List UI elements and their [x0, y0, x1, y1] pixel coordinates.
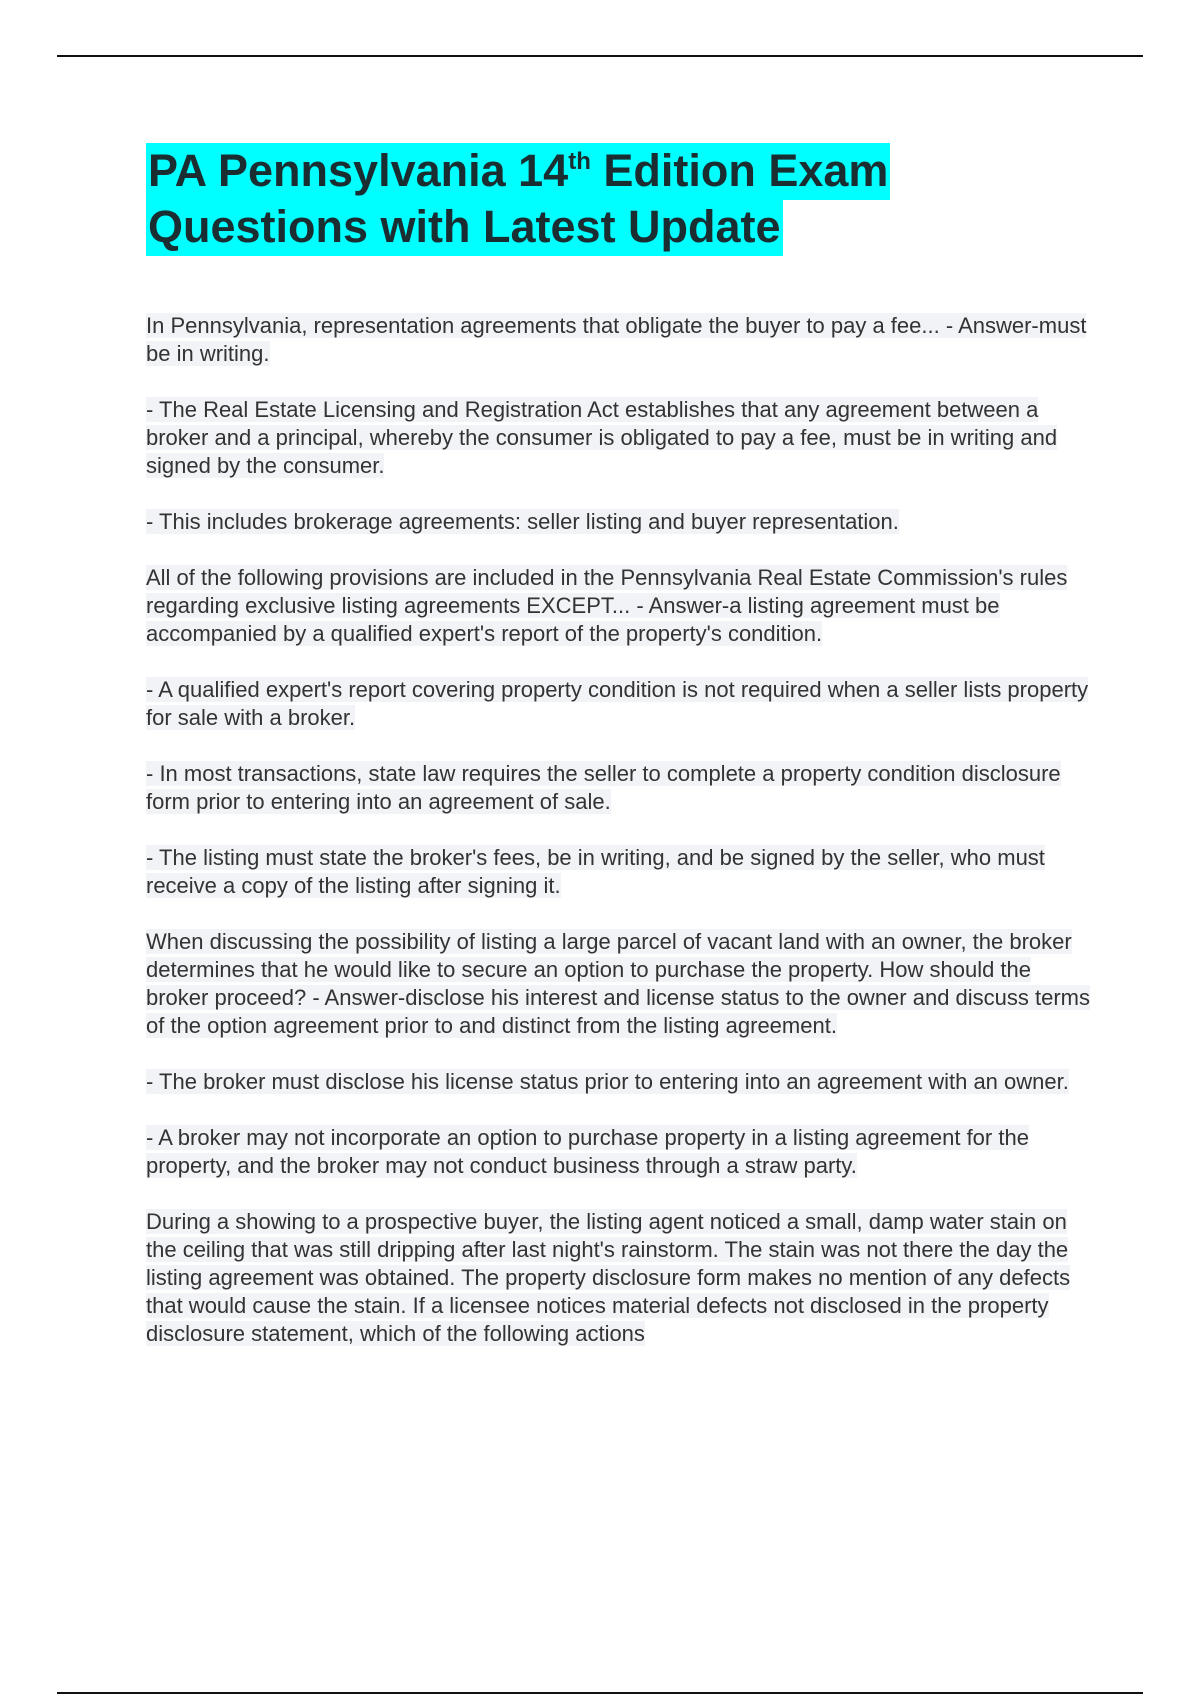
- paragraph-text: All of the following provisions are included in the Pennsylvania Real Estate Commission's rules regarding exclusive listing agreements EXCEPT... - Answer-a listing agreement must be accompanied by a qualified expert's report of the property's condition.: [146, 565, 1068, 646]
- paragraph: [146, 312, 1096, 368]
- paragraph: [146, 1208, 1096, 1348]
- paragraph: [146, 760, 1096, 816]
- paragraph: [146, 676, 1096, 732]
- paragraph: [146, 396, 1096, 480]
- document-title: [146, 143, 1096, 255]
- paragraph-text: - In most transactions, state law requires the seller to complete a property condition disclosure form prior to entering into an agreement of sale.: [146, 761, 1061, 814]
- paragraph-text: - A broker may not incorporate an option to purchase property in a listing agreement for the property, and the broker may not conduct business through a straw party.: [146, 1125, 1029, 1178]
- paragraph-text: - The listing must state the broker's fees, be in writing, and be signed by the seller, who must receive a copy of the listing after signing it.: [146, 845, 1045, 898]
- footer-rule: [57, 1692, 1143, 1694]
- paragraph-text: - A qualified expert's report covering property condition is not required when a seller lists property for sale with a broker.: [146, 677, 1089, 730]
- title-highlight: [146, 143, 890, 256]
- qa-content: [146, 312, 1096, 1348]
- document-body: [146, 143, 1096, 1348]
- paragraph-text: In Pennsylvania, representation agreements that obligate the buyer to pay a fee... - Answer-must be in writing.: [146, 313, 1087, 366]
- paragraph: [146, 1124, 1096, 1180]
- paragraph: [146, 928, 1096, 1040]
- paragraph-text: - The Real Estate Licensing and Registration Act establishes that any agreement between a broker and a principal, whereby the consumer is obligated to pay a fee, must be in writing and signed by the consumer.: [146, 397, 1058, 478]
- paragraph: [146, 508, 1096, 536]
- header-rule: [57, 55, 1143, 57]
- paragraph-text: - The broker must disclose his license status prior to entering into an agreement with an owner.: [146, 1069, 1069, 1094]
- title-line2: Questions with Latest Update: [148, 201, 781, 252]
- title-part2: Edition Exam: [590, 145, 889, 196]
- title-part1: PA Pennsylvania 14: [148, 145, 569, 196]
- paragraph-text: - This includes brokerage agreements: seller listing and buyer representation.: [146, 509, 899, 534]
- paragraph-text: During a showing to a prospective buyer, the listing agent noticed a small, damp water stain on the ceiling that was still dripping after last night's rainstorm. The stain was not there the day the listing agreement was obtained. The property disclosure form makes no mention of any defects that would cause the stain. If a licensee notices material defects not disclosed in the property disclosure statement, which of the following actions: [146, 1209, 1071, 1346]
- paragraph: [146, 844, 1096, 900]
- paragraph-text: When discussing the possibility of listing a large parcel of vacant land with an owner, the broker determines that he would like to secure an option to purchase the property. How should the broker proceed? - Answer-disclose his interest and license status to the owner and discuss terms of the option agreement prior to and distinct from the listing agreement.: [146, 929, 1091, 1038]
- paragraph: [146, 1068, 1096, 1096]
- paragraph: [146, 564, 1096, 648]
- title-superscript: th: [568, 148, 591, 175]
